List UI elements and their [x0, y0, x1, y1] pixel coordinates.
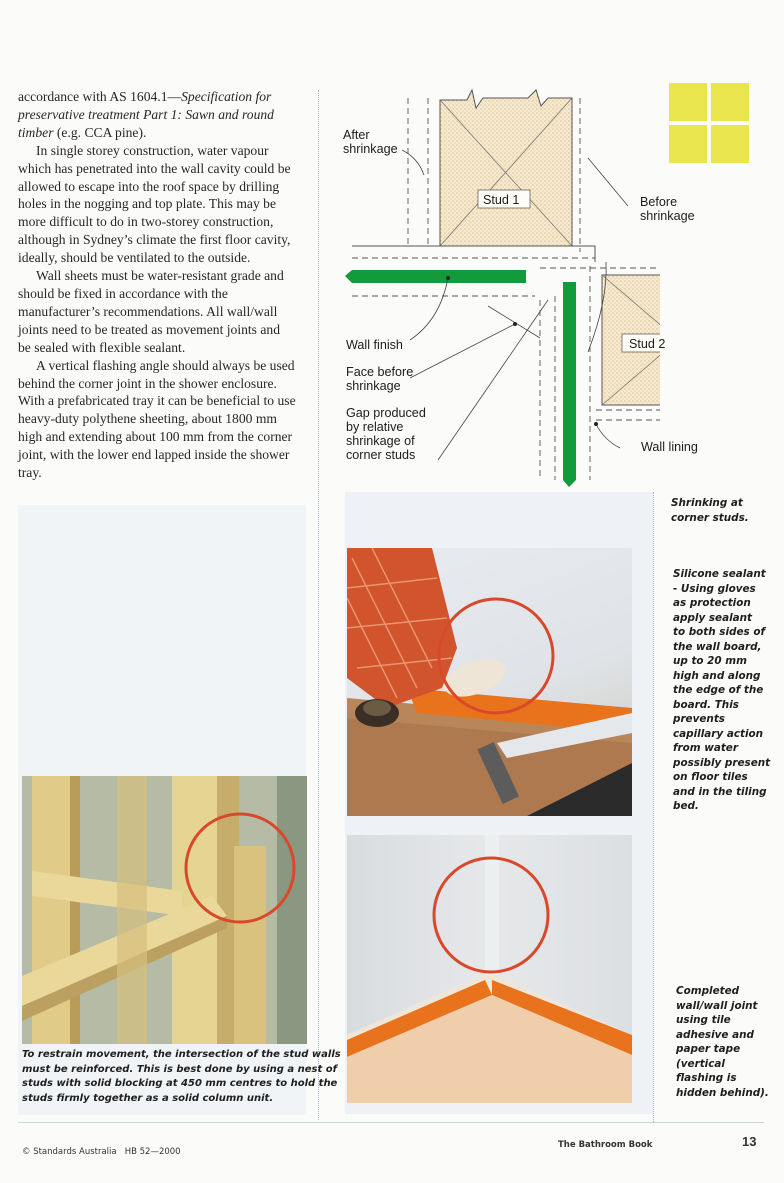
label-stud-2: Stud 2 — [629, 337, 666, 351]
footer-book-title: The Bathroom Book — [558, 1140, 653, 1150]
label-after-shrinkage: After shrinkage — [343, 128, 398, 156]
caption-shrinking: Shrinking at corner studs. — [671, 497, 749, 524]
stud-1 — [440, 90, 572, 246]
caption-restrain-movement: To restrain movement, the intersection of the stud walls must be reinforced. This is best done by using a nest of studs with solid blocking at 450 mm centres to hold the studs firmly together as a solid column unit. — [22, 1049, 341, 1104]
footer-rule — [18, 1122, 764, 1123]
paragraph-flashing: A vertical flashing angle should always be used behind the corner joint in the shower enclosure. With a prefabricated tray it can be beneficial to use heavy-duty polythene sheeting, about 1800 mm high and extending about 100 mm from the corner joint, with the lower end lapped inside the shower tray. — [18, 357, 296, 481]
column-rule-right — [653, 492, 654, 1122]
paragraph-wall-sheets: Wall sheets must be water-resistant grade and should be fixed in accordance with the manufacturer’s recommendations. All wall/wall joints need to be treated as movement joints and be sealed with flexible sealant. — [18, 268, 284, 355]
page-number: 13 — [742, 1134, 757, 1149]
caption-silicone-sealant: Silicone sealant - Using gloves as protection apply sealant to both sides of the wall board, up to 20 mm high and along the edge of the board. This prevents capillary action from water possibly present on floor tiles and in the tiling bed. — [673, 568, 771, 812]
label-stud-1: Stud 1 — [483, 193, 520, 207]
paragraph-continued: accordance with AS 1604.1—Specification for preservative treatment Part 1: Sawn and round timber (e.g. CCA pine). — [18, 89, 274, 140]
wall-finish-horizontal — [345, 270, 526, 283]
body-text — [18, 88, 296, 482]
paragraph-vapour: In single storey construction, water vapour which has penetrated into the wall cavity could be allowed to escape into the roof space by drilling holes in the nogging and top plate. This may be more difficult to do in two-storey construction, although in Sydney’s climate the first floor cavity, ideally, should be ventilated to the outside. — [18, 142, 291, 266]
label-gap-produced: Gap produced by relative shrinkage of corner studs — [346, 406, 426, 462]
photo-timber-studs — [22, 776, 307, 1044]
label-wall-finish: Wall finish — [346, 338, 403, 352]
caption-completed-joint: Completed wall/wall joint using tile adhesive and paper tape (vertical flashing is hidden behind). — [676, 985, 769, 1099]
photo-completed-joint — [347, 835, 632, 1103]
label-wall-lining: Wall lining — [641, 440, 698, 454]
column-rule-left — [318, 90, 319, 1120]
footer-copyright: © Standards Australia HB 52—2000 — [22, 1147, 181, 1157]
photo-sealant-application — [347, 548, 632, 816]
label-before-shrinkage: Before shrinkage — [640, 195, 695, 223]
wall-lining-vertical — [563, 282, 576, 487]
label-face-before-shrinkage: Face before shrinkage — [346, 365, 414, 393]
standard-title: Specification for preservative treatment Part 1: Sawn and round timber — [18, 89, 274, 140]
